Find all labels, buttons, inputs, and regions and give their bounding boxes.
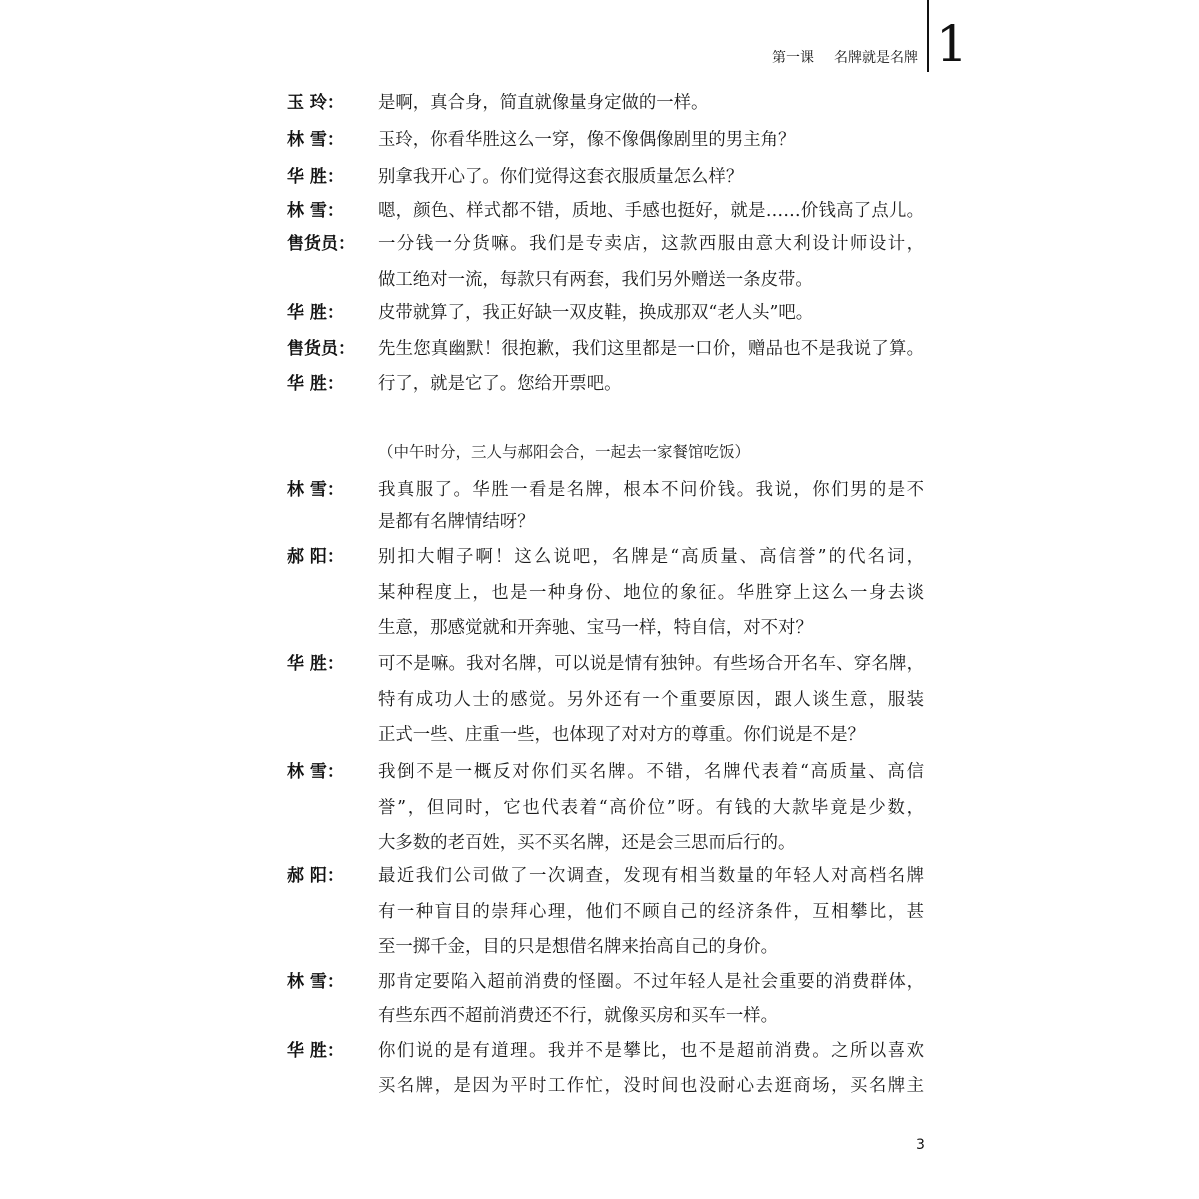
dialogue-line: 特有成功人士的感觉。另外还有一个重要原因，跟人谈生意，服装 bbox=[378, 690, 924, 710]
dialogue-line: 有一种盲目的崇拜心理，他们不顾自己的经济条件，互相攀比，甚 bbox=[378, 902, 924, 922]
dialogue-line: 你们说的是有道理。我并不是攀比，也不是超前消费。之所以喜欢 bbox=[378, 1041, 924, 1061]
dialogue-line: 有些东西不超前消费还不行，就像买房和买车一样。 bbox=[378, 1006, 778, 1026]
speaker-label: 郝 阳： bbox=[287, 547, 344, 567]
dialogue-line: 我真服了。华胜一看是名牌，根本不问价钱。我说，你们男的是不 bbox=[378, 480, 924, 500]
dialogue-line: 正式一些、庄重一些，也体现了对对方的尊重。你们说是不是？ bbox=[378, 725, 865, 745]
dialogue-turn bbox=[0, 302, 1199, 323]
dialogue-line: 是都有名牌情结呀？ bbox=[378, 512, 535, 532]
speaker-label: 林 雪： bbox=[287, 201, 344, 221]
dialogue-line: 生意，那感觉就和开奔驰、宝马一样，特自信，对不对？ bbox=[378, 618, 813, 638]
dialogue-turn bbox=[0, 546, 1199, 638]
running-header bbox=[772, 48, 918, 68]
dialogue-line: 最近我们公司做了一次调查，发现有相当数量的年轻人对高档名牌 bbox=[378, 866, 924, 886]
lesson-title: 名牌就是名牌 bbox=[834, 50, 918, 66]
speaker-label: 华 胜： bbox=[287, 1041, 344, 1061]
speaker-label: 华 胜： bbox=[287, 167, 344, 187]
dialogue-turn bbox=[0, 200, 1199, 221]
dialogue-turn bbox=[0, 129, 1199, 150]
dialogue-turn bbox=[0, 373, 1199, 394]
lesson-label: 第一课 bbox=[772, 50, 814, 66]
speaker-label: 华 胜： bbox=[287, 374, 344, 394]
dialogue-line: 誉”，但同时，它也代表着“高价位”呀。有钱的大款毕竟是少数， bbox=[378, 798, 924, 818]
dialogue-line: 我倒不是一概反对你们买名牌。不错，名牌代表着“高质量、高信 bbox=[378, 762, 924, 782]
speaker-label: 林 雪： bbox=[287, 972, 344, 992]
stage-direction: （中午时分，三人与郝阳会合，一起去一家餐馆吃饭） bbox=[378, 443, 751, 461]
dialogue-line: 先生您真幽默！很抱歉，我们这里都是一口价，赠品也不是我说了算。 bbox=[378, 339, 924, 359]
lesson-number: 1 bbox=[936, 15, 968, 73]
dialogue-line: 别扣大帽子啊！这么说吧，名牌是“高质量、高信誉”的代名词， bbox=[378, 547, 924, 567]
dialogue-line: 做工绝对一流，每款只有两套，我们另外赠送一条皮带。 bbox=[378, 270, 813, 290]
speaker-label: 售货员： bbox=[287, 234, 355, 254]
dialogue-turn bbox=[0, 1040, 1199, 1096]
dialogue-line: 一分钱一分货嘛。我们是专卖店，这款西服由意大利设计师设计， bbox=[378, 234, 924, 254]
speaker-label: 林 雪： bbox=[287, 480, 344, 500]
speaker-label: 郝 阳： bbox=[287, 866, 344, 886]
dialogue-line: 行了，就是它了。您给开票吧。 bbox=[378, 374, 622, 394]
dialogue-turn bbox=[0, 166, 1199, 187]
dialogue-turn bbox=[0, 653, 1199, 745]
dialogue-line: 别拿我开心了。你们觉得这套衣服质量怎么样？ bbox=[378, 167, 744, 187]
dialogue-line: 至一掷千金，目的只是想借名牌来抬高自己的身价。 bbox=[378, 937, 778, 957]
speaker-label: 华 胜： bbox=[287, 654, 344, 674]
speaker-label: 售货员： bbox=[287, 339, 355, 359]
page-number: 3 bbox=[916, 1137, 925, 1153]
speaker-label: 玉 玲： bbox=[287, 93, 344, 113]
speaker-label: 华 胜： bbox=[287, 303, 344, 323]
dialogue-line: 玉玲，你看华胜这么一穿，像不像偶像剧里的男主角？ bbox=[378, 130, 796, 150]
dialogue-turn bbox=[0, 233, 1199, 290]
dialogue-turn bbox=[0, 92, 1199, 113]
dialogue-line: 是啊，真合身，简直就像量身定做的一样。 bbox=[378, 93, 709, 113]
header-divider bbox=[927, 0, 929, 72]
dialogue-turn bbox=[0, 479, 1199, 532]
dialogue-line: 可不是嘛。我对名牌，可以说是情有独钟。有些场合开名车、穿名牌， bbox=[378, 654, 924, 674]
dialogue-line: 那肯定要陷入超前消费的怪圈。不过年轻人是社会重要的消费群体， bbox=[378, 972, 924, 992]
dialogue-turn bbox=[0, 338, 1199, 359]
dialogue-line: 嗯，颜色、样式都不错，质地、手感也挺好，就是……价钱高了点儿。 bbox=[378, 201, 924, 221]
dialogue-line: 大多数的老百姓，买不买名牌，还是会三思而后行的。 bbox=[378, 833, 796, 853]
dialogue-turn bbox=[0, 761, 1199, 853]
dialogue-line: 皮带就算了，我正好缺一双皮鞋，换成那双“老人头”吧。 bbox=[378, 303, 814, 323]
dialogue-turn bbox=[0, 865, 1199, 957]
speaker-label: 林 雪： bbox=[287, 762, 344, 782]
dialogue-turn bbox=[0, 971, 1199, 1026]
dialogue-line: 买名牌，是因为平时工作忙，没时间也没耐心去逛商场，买名牌主 bbox=[378, 1076, 924, 1096]
speaker-label: 林 雪： bbox=[287, 130, 344, 150]
dialogue-line: 某种程度上，也是一种身份、地位的象征。华胜穿上这么一身去谈 bbox=[378, 583, 924, 603]
